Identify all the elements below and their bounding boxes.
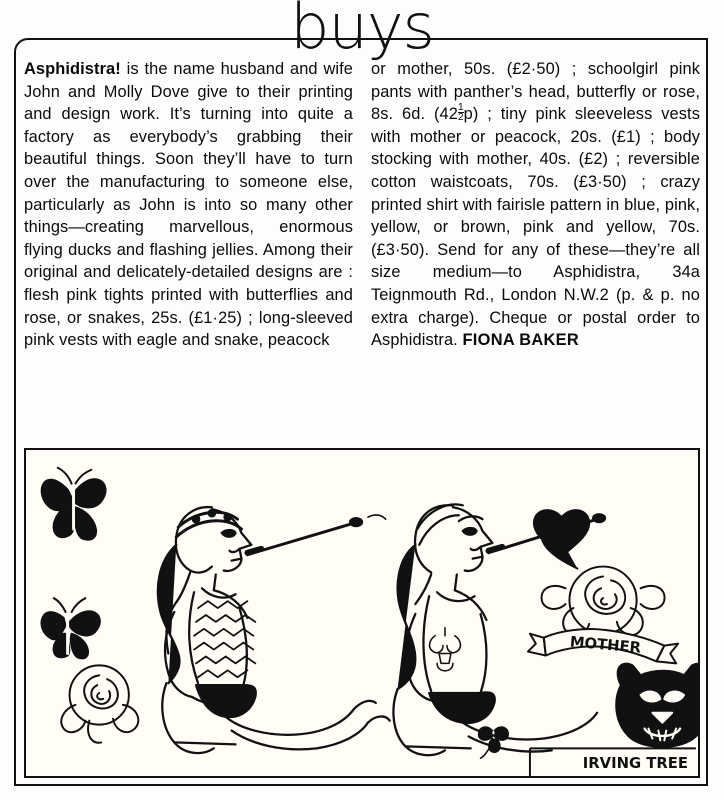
article-column-right-text-part2: p) ; tiny pink sleeveless vests with mother or peacock, 20s. (£1) ; body stocking with mother, 40s. (£2) ; reversible cotton waistcoats, 70s. (£3·50) ; crazy printed shirt with fairisle pattern in blue, pink, yellow, or brown, pink and yellow, 70s. (£3·50). Send for any of these—they’re all size medium—to Asphidistra, 34a Teignmouth Rd., London N.W.2 (p. & p. no extra charge). Cheque or postal order to Asphidistra. [371, 105, 700, 350]
fraction-denominator: 2 [457, 112, 464, 124]
panther-head-icon [616, 664, 698, 747]
illustration-credit-text: IRVING TREE [582, 755, 688, 773]
article-byline: FIONA BAKER [462, 331, 580, 350]
article-column-right [371, 58, 700, 438]
article-column-right-text-part1: or mother, 50s. (£2·50) ; schoolgirl pink pants with panther’s head, butterfly or rose, 8s. 6d. (42 [371, 60, 700, 124]
mother-banner-text: MOTHER [569, 633, 642, 657]
illustration-panel [24, 448, 700, 778]
fraction-numerator: 1 [457, 102, 464, 114]
article-column-left-text: is the name husband and wife John and Molly Dove give to their printing and design work. It’s turning into quite a factory as everybody’s grabbing their beautiful things. Soon they’ll have to turn over the manufacturing to someone else, particularly as John is into so many other things—creating marvellous, enormous flying ducks and flashing jellies. Among their original and delicately-detailed designs are : flesh pink tights printed with butterflies and rose, or snakes, 25s. (£1·25) ; long-sleeved pink vests with eagle and snake, peacock [24, 60, 353, 350]
article-column-left [24, 58, 353, 438]
figure-left [158, 507, 390, 753]
rose-icon [61, 665, 138, 742]
article-body [24, 58, 700, 438]
article-lede: Asphidistra! [24, 60, 121, 78]
heart-and-rose-mother-banner-icon [528, 510, 678, 663]
illustration-artwork [26, 450, 698, 776]
page-title: buys [290, 0, 434, 63]
butterfly-icon [42, 468, 106, 540]
crest-icon [430, 628, 461, 671]
butterfly-icon [42, 598, 100, 658]
